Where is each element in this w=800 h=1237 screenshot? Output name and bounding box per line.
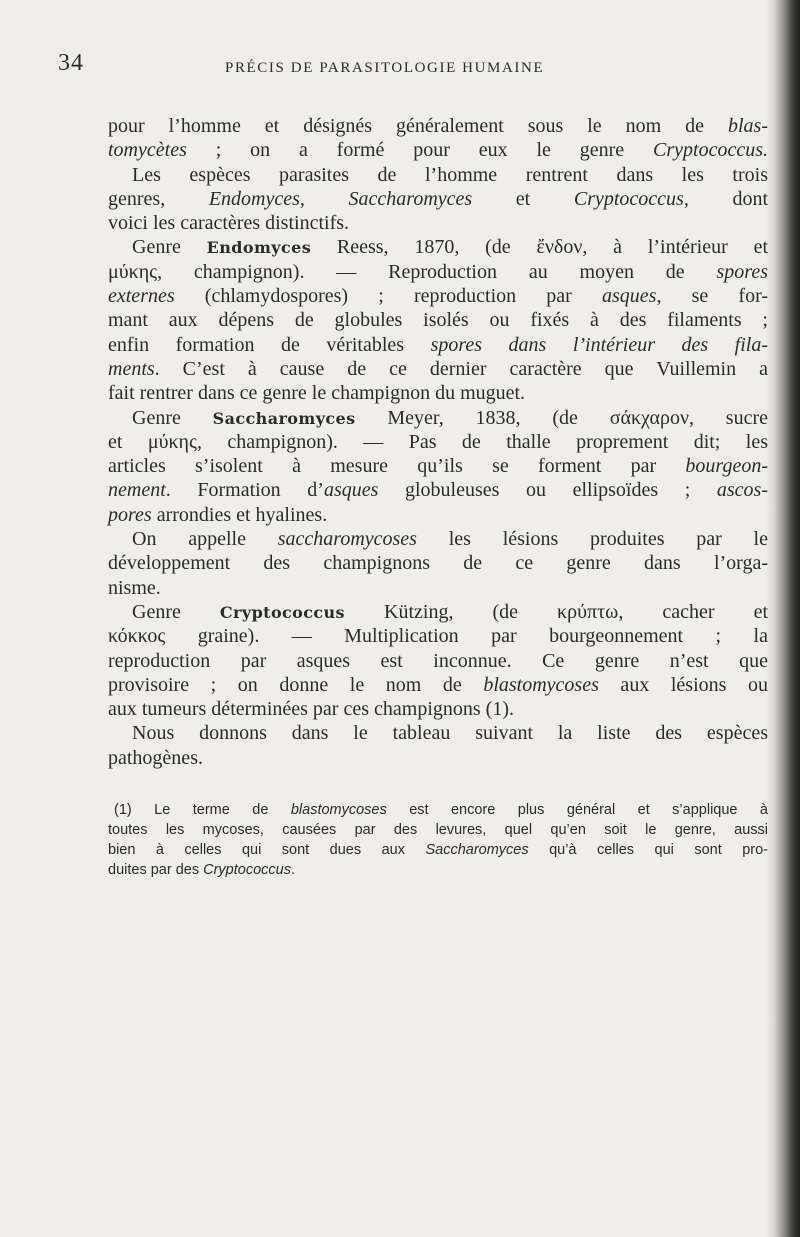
text-line: pathogènes. xyxy=(108,746,203,769)
text-line: tomycètes ; on a formé pour eux le genre Cryptococcus. xyxy=(108,139,768,162)
text-line: nement. Formation d’asques globuleuses ou ellipsoïdes ; ascos- xyxy=(108,479,768,502)
text-line: On appelle saccharomycoses les lésions produites par le xyxy=(132,528,768,551)
text-line: mant aux dépens de globules isolés ou fixés à des filaments ; xyxy=(108,309,768,332)
text-line: développement des champignons de ce genre dans l’orga- xyxy=(108,552,768,575)
footnote-line: bien à celles qui sont dues aux Saccharomyces qu’à celles qui sont pro- xyxy=(108,842,768,858)
page-number: 34 xyxy=(58,50,84,76)
genus-saccharomyces: Genre Saccharomyces Meyer, 1838, (de σάκχαρον, sucre xyxy=(132,406,768,429)
text-line: externes (chlamydospores) ; reproduction par asques, se for- xyxy=(108,285,768,308)
genus-name: Endomyces xyxy=(206,238,312,258)
running-title: PRÉCIS DE PARASITOLOGIE HUMAINE xyxy=(225,60,545,76)
text-line: et μύκης, champignon). — Pas de thalle proprement dit; les xyxy=(108,430,768,453)
footnote-line: duites par des Cryptococcus. xyxy=(108,862,295,878)
text-line: aux tumeurs déterminées par ces champignons (1). xyxy=(108,698,514,721)
text-line: Nous donnons dans le tableau suivant la liste des espèces xyxy=(132,722,768,745)
page-header xyxy=(0,50,800,90)
text-line: ments. C’est à cause de ce dernier caractère que Vuillemin a xyxy=(108,357,768,380)
footnote xyxy=(108,800,768,880)
text-line: nisme. xyxy=(108,576,161,599)
text-line: reproduction par asques est inconnue. Ce genre n’est que xyxy=(108,649,768,672)
text-line: fait rentrer dans ce genre le champignon du muguet. xyxy=(108,382,526,405)
text-line: pores arrondies et hyalines. xyxy=(108,503,328,526)
footnote-line: toutes les mycoses, causées par des levures, quel qu’en soit le genre, aussi xyxy=(108,822,768,838)
footnote-line: (1) Le terme de blastomycoses est encore plus général et s’applique à xyxy=(114,802,768,818)
text-line: pour l’homme et désignés généralement sous le nom de blas- xyxy=(108,115,768,137)
text-line: articles s’isolent à mesure qu’ils se forment par bourgeon- xyxy=(108,455,768,478)
main-text xyxy=(108,114,768,770)
genus-cryptococcus: Genre Cryptococcus Kützing, (de κρύπτω, cacher et xyxy=(132,600,768,623)
genus-endomyces: Genre Endomyces Reess, 1870, (de ἔνδον, à l’intérieur et xyxy=(132,236,768,259)
text-line: Les espèces parasites de l’homme rentrent dans les trois xyxy=(132,163,768,186)
page-edge-shadow xyxy=(766,0,800,1237)
text-line: provisoire ; on donne le nom de blastomycoses aux lésions ou xyxy=(108,673,768,696)
text-line: μύκης, champignon). — Reproduction au moyen de spores xyxy=(108,260,768,283)
genus-name: Cryptococcus xyxy=(219,602,345,622)
text-line: enfin formation de véritables spores dans l’intérieur des fila- xyxy=(108,333,768,356)
text-line: κόκκος graine). — Multiplication par bourgeonnement ; la xyxy=(108,625,768,648)
text-line: voici les caractères distinctifs. xyxy=(108,212,350,235)
genus-name: Saccharomyces xyxy=(212,408,356,428)
text-line: genres, Endomyces, Saccharomyces et Cryptococcus, dont xyxy=(108,187,768,210)
